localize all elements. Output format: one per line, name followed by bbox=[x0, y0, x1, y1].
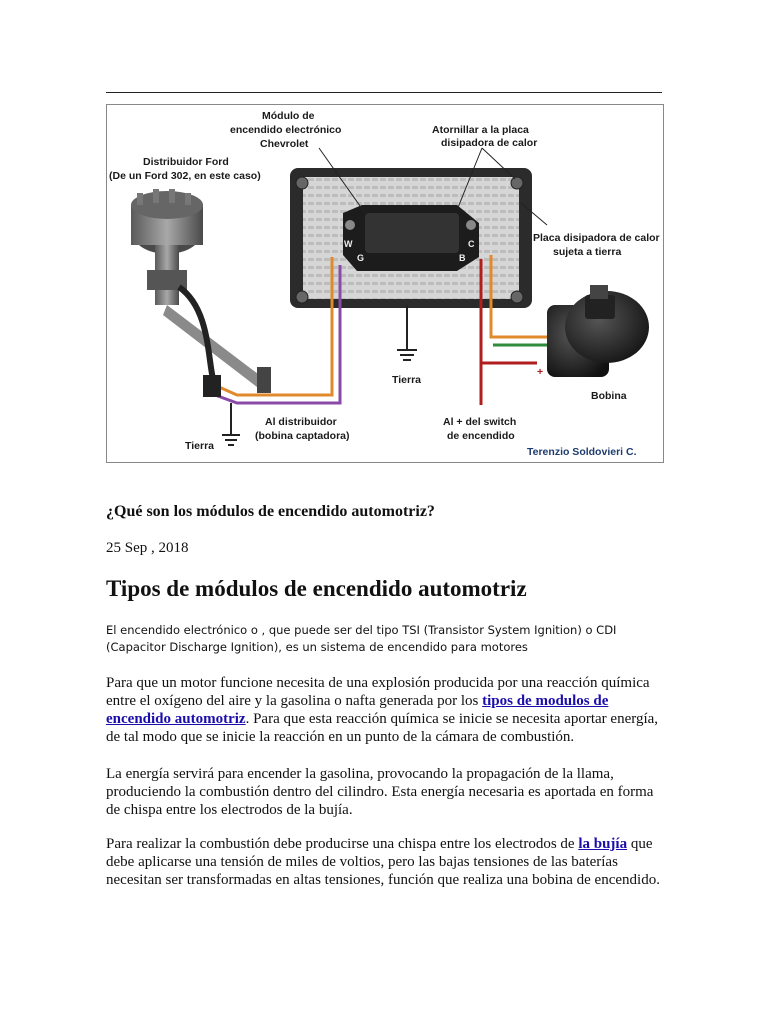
ignition-module-diagram bbox=[106, 104, 664, 463]
mount-screw bbox=[296, 177, 308, 189]
label-module-2: encendido electrónico bbox=[230, 124, 342, 136]
article-lead: El encendido electrónico o , que puede ser del tipo TSI (Transistor System Ignition) o CDI (Capacitor Discharge Ignition), es un sistema de encendido para motores bbox=[106, 623, 617, 654]
label-ground-center: Tierra bbox=[392, 374, 421, 386]
pin-w-label: W bbox=[344, 239, 353, 249]
mount-screw bbox=[296, 291, 308, 303]
link-spark-plug[interactable]: la bujía bbox=[578, 836, 628, 852]
label-to-distributor-1: Al distribuidor bbox=[265, 416, 337, 428]
label-screw-1: Atornillar a la placa bbox=[432, 124, 529, 136]
label-switch-2: de encendido bbox=[447, 430, 515, 442]
publish-date: 25 Sep , 2018 bbox=[106, 540, 189, 556]
paragraph-3: Para realizar la combustión debe producirse una chispa entre los electrodos de la bujía que debe aplicarse una tensión de miles de voltios, pero las bajas tensiones de las baterías necesitan ser transformadas en altas tensiones, función que realiza una bobina de encendido. bbox=[106, 836, 660, 888]
label-heatsink-1: Placa disipadora de calor bbox=[533, 232, 660, 244]
label-heatsink-2: sujeta a tierra bbox=[553, 246, 622, 258]
link-module-types[interactable]: tipos de modulos de encendido automotriz bbox=[106, 693, 609, 727]
paragraph-2: La energía servirá para encender la gasolina, provocando la propagación de la llama, produciendo la combustión dentro del cilindro. Esta energía necesaria es aportada en forma de chispa entre los electrodos de la bujía. bbox=[106, 766, 654, 818]
label-coil: Bobina bbox=[591, 390, 627, 402]
article-title: Tipos de módulos de encendido automotriz bbox=[106, 576, 527, 601]
label-screw-2: disipadora de calor bbox=[441, 137, 538, 149]
article-subtitle: ¿Qué son los módulos de encendido automotriz? bbox=[106, 503, 435, 520]
pin-b-label: B bbox=[459, 253, 466, 263]
mount-screw bbox=[511, 291, 523, 303]
pin-g-label: G bbox=[357, 253, 365, 263]
top-divider bbox=[106, 92, 662, 93]
label-distributor-1: Distribuidor Ford bbox=[143, 156, 229, 168]
paragraph-1: Para que un motor funcione necesita de una explosión producida por una reacción química entre el oxígeno del aire y la gasolina o nafta generada por los tipos de modulos de encendido automotriz. Para que esta reacción química se inicie se necesita aportar energía, de tal modo que se inicie la reacción en un punto de la cámara de combustión. bbox=[106, 675, 659, 745]
mount-screw bbox=[511, 177, 523, 189]
label-distributor-2: (De un Ford 302, en este caso) bbox=[109, 170, 261, 182]
pin-c-label: C bbox=[468, 239, 475, 249]
wiring-diagram bbox=[107, 105, 663, 462]
label-switch-1: Al + del switch bbox=[443, 416, 517, 428]
label-plus: + bbox=[537, 366, 544, 378]
ford-distributor bbox=[131, 189, 271, 397]
label-ground-left: Tierra bbox=[185, 440, 214, 452]
label-module-1: Módulo de bbox=[262, 110, 315, 122]
ignition-coil bbox=[547, 285, 649, 377]
label-module-3: Chevrolet bbox=[260, 138, 309, 150]
label-to-distributor-2: (bobina captadora) bbox=[255, 430, 350, 442]
image-credit: Terenzio Soldovieri C. bbox=[527, 446, 637, 458]
